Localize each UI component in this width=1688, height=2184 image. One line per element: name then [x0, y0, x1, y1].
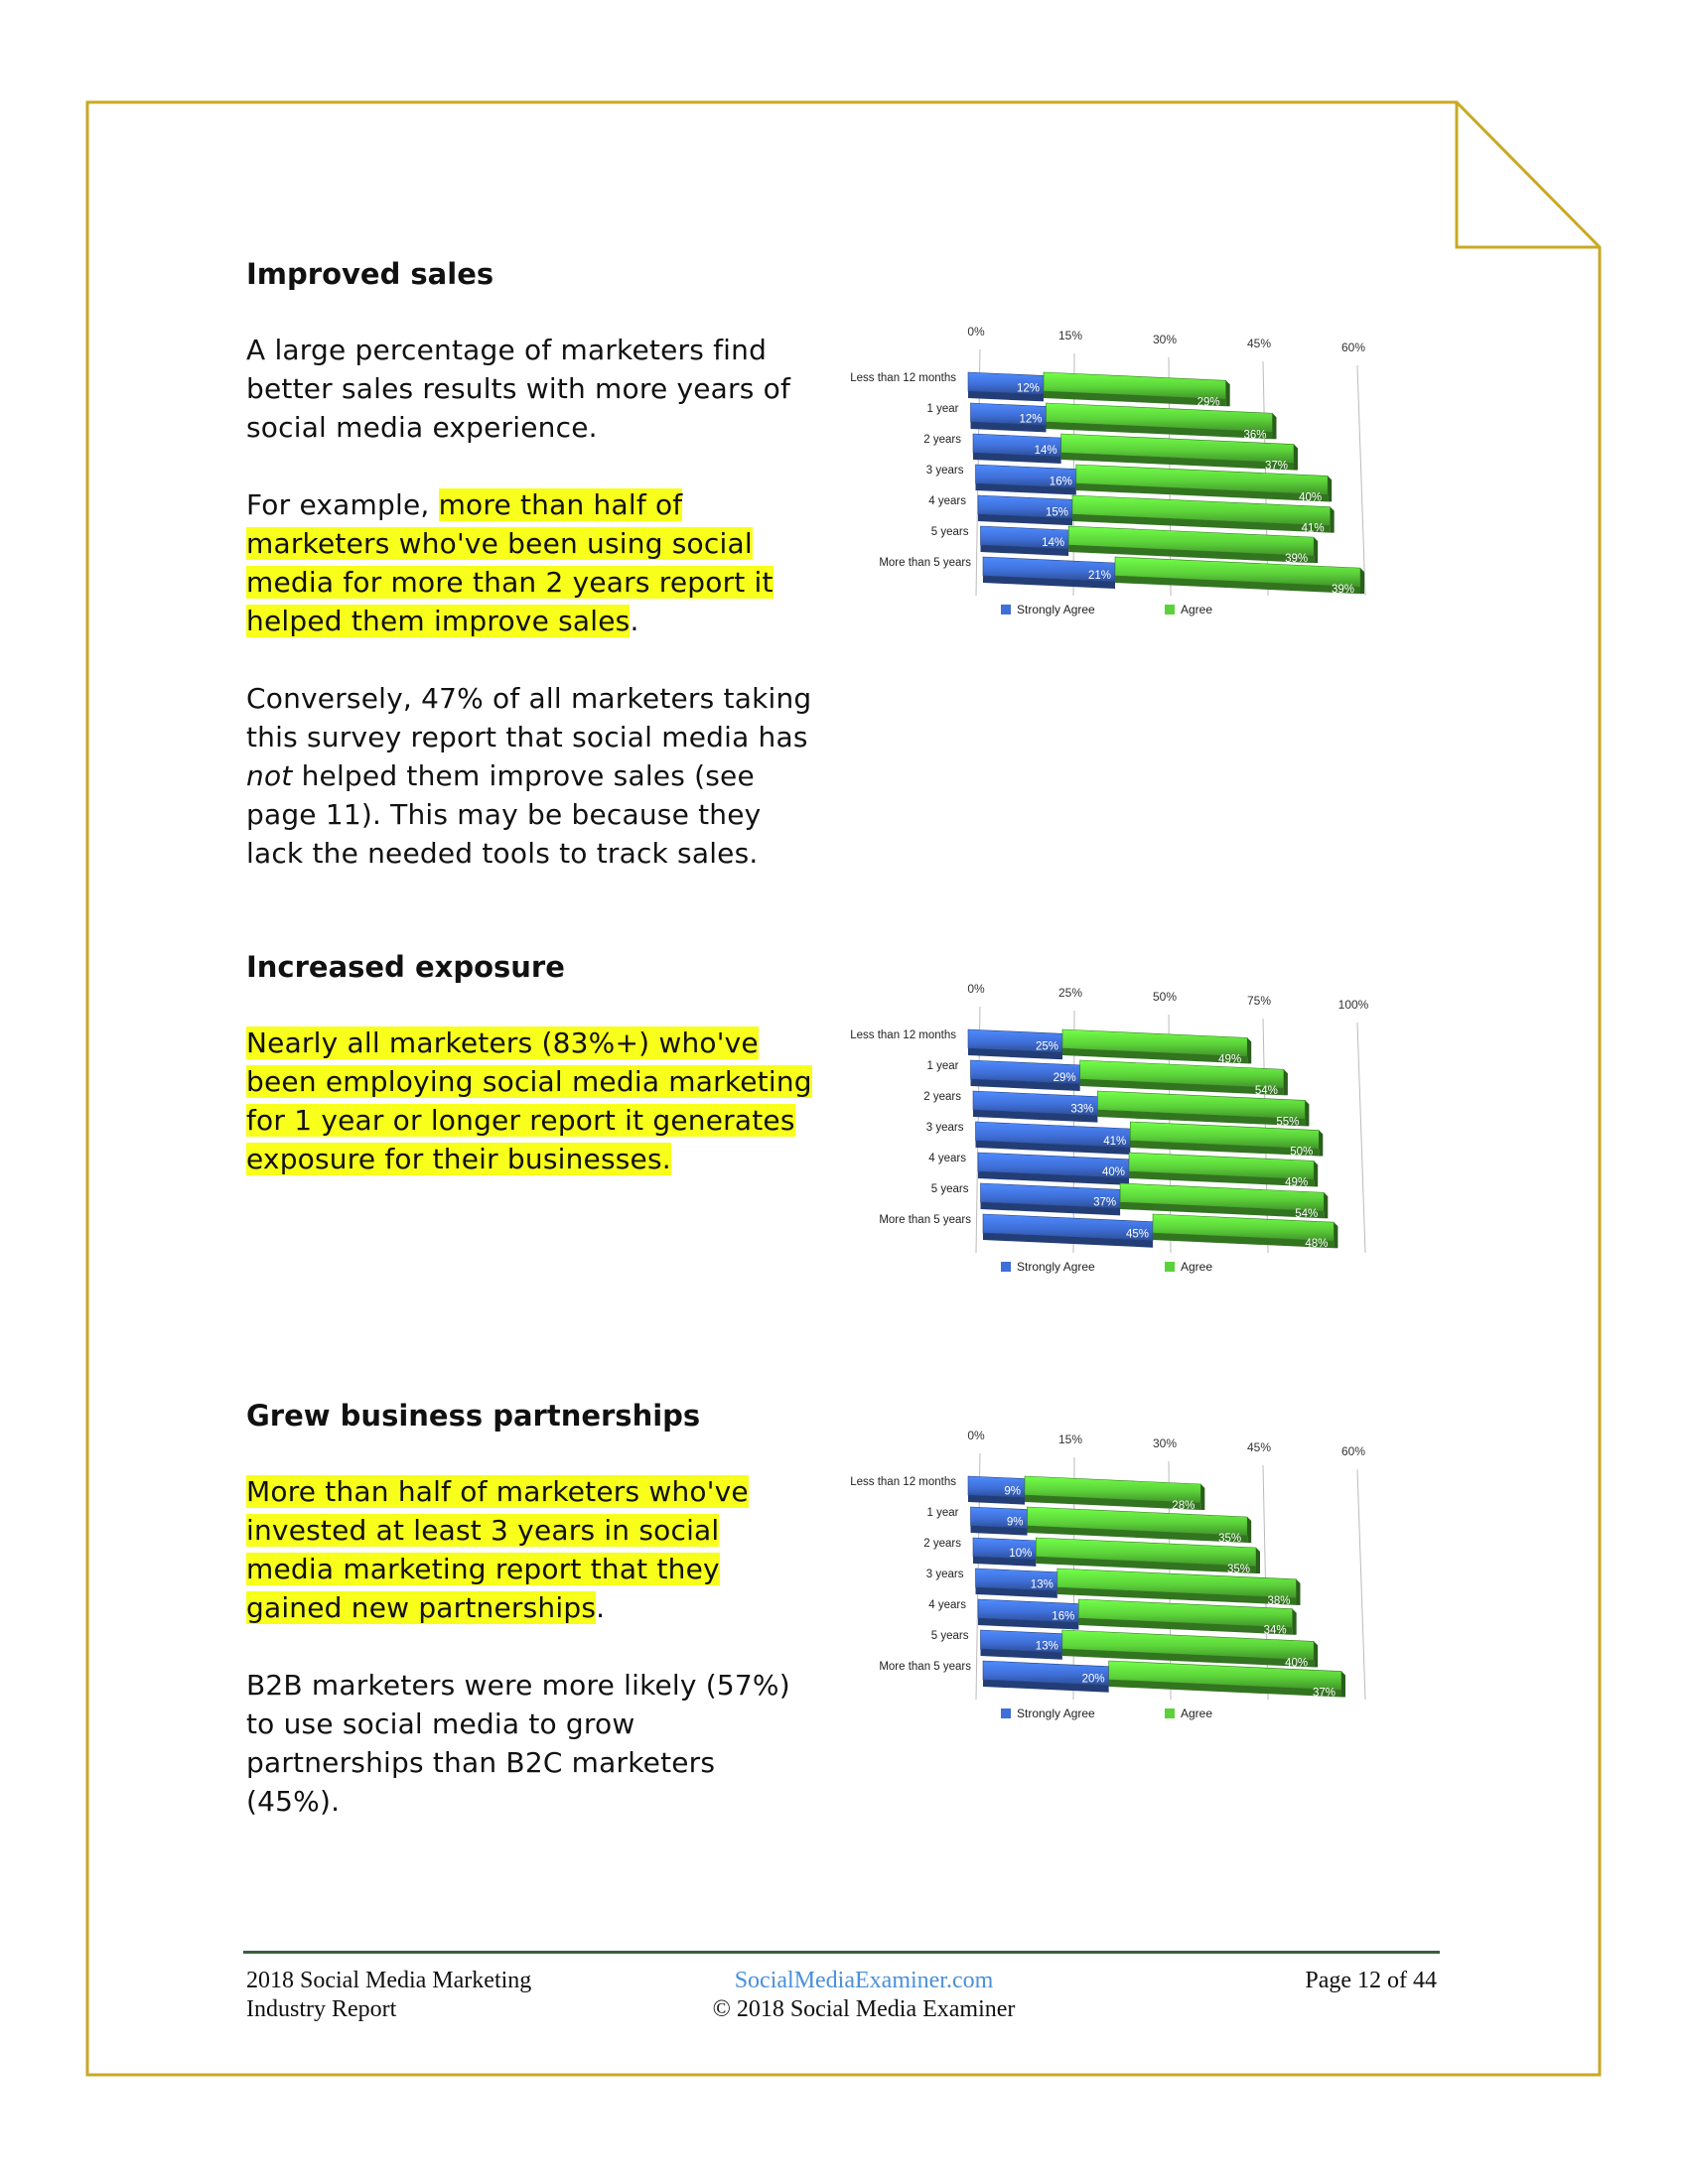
bar-end-cap	[1324, 1192, 1328, 1218]
category-label: 3 years	[925, 1122, 964, 1134]
category-label: 2 years	[923, 1538, 961, 1550]
chart-svg	[834, 975, 1430, 1412]
data-label: 15%	[1045, 506, 1068, 519]
section-heading: Grew business partnerships	[246, 1399, 701, 1433]
bar-end-cap	[1247, 1517, 1251, 1543]
footer-site-link[interactable]: SocialMediaExaminer.com	[734, 1968, 994, 1993]
data-label: 29%	[1053, 1071, 1076, 1084]
tick-label: 15%	[1057, 329, 1083, 342]
data-label: 49%	[1285, 1176, 1309, 1189]
data-label: 39%	[1285, 553, 1309, 566]
data-label: 28%	[1172, 1499, 1196, 1512]
highlighted-text: more than half of marketers who've been using social media for more than 2 years report it helped them improve sales	[246, 488, 774, 637]
category-label: Less than 12 months	[850, 1029, 956, 1041]
category-label: More than 5 years	[879, 1661, 971, 1673]
footer-rule	[243, 1951, 1440, 1954]
data-label: 16%	[1049, 476, 1072, 488]
grid-line	[1357, 1023, 1365, 1253]
data-label: 33%	[1070, 1103, 1094, 1116]
chart-improved-sales	[834, 318, 1430, 754]
footer-center	[640, 1967, 1087, 2024]
highlighted-text: More than half of marketers who've invested at least 3 years in social media marketing report that they gained new partnerships	[246, 1475, 749, 1624]
section-heading: Improved sales	[246, 257, 494, 291]
tick-label: 30%	[1152, 1436, 1178, 1450]
chart-svg	[834, 1422, 1430, 1858]
legend-swatch	[1165, 1262, 1175, 1272]
data-label: 12%	[1016, 382, 1040, 395]
category-label: 1 year	[926, 403, 959, 415]
tick-label: 30%	[1152, 333, 1178, 346]
paragraph: A large percentage of marketers find better sales results with more years of social media experience.	[246, 334, 791, 444]
chart-increased-exposure	[834, 975, 1430, 1412]
tick-label: 0%	[967, 325, 985, 339]
bar-end-cap	[1314, 1160, 1318, 1186]
bar-end-cap	[1334, 1222, 1337, 1248]
data-label: 48%	[1305, 1238, 1329, 1251]
data-label: 37%	[1093, 1196, 1117, 1209]
text: .	[630, 605, 639, 637]
footer-copyright: © 2018 Social Media Examiner	[712, 1996, 1016, 2022]
data-label: 14%	[1042, 536, 1065, 549]
category-label: Less than 12 months	[850, 1476, 956, 1488]
category-label: 5 years	[930, 526, 969, 538]
tick-label: 45%	[1246, 1440, 1272, 1454]
category-label: 3 years	[925, 465, 964, 477]
bar-end-cap	[1284, 1069, 1288, 1095]
data-label: 35%	[1218, 1532, 1242, 1545]
category-label: 2 years	[923, 1091, 961, 1103]
paragraph	[246, 1024, 812, 1178]
data-label: 29%	[1196, 396, 1220, 409]
data-label: 9%	[1004, 1485, 1021, 1498]
data-label: 55%	[1276, 1116, 1300, 1129]
data-label: 13%	[1030, 1578, 1054, 1591]
tick-label: 60%	[1340, 1444, 1366, 1458]
page-footer	[243, 1951, 1440, 2030]
category-label: 4 years	[928, 1599, 966, 1611]
data-label: 37%	[1312, 1687, 1336, 1700]
section-business-partnerships	[246, 1396, 812, 1821]
paragraph	[246, 679, 812, 873]
bar-end-cap	[1360, 568, 1364, 594]
section-heading: Increased exposure	[246, 950, 565, 984]
data-label: 14%	[1034, 444, 1057, 457]
footer-left-line1: 2018 Social Media Marketing	[246, 1968, 532, 1993]
bar-end-cap	[1314, 537, 1318, 563]
data-label: 40%	[1285, 1657, 1309, 1670]
legend-swatch	[1001, 1262, 1011, 1272]
legend-label: Agree	[1181, 603, 1213, 616]
data-label: 40%	[1101, 1165, 1125, 1178]
bar-end-cap	[1328, 476, 1332, 501]
text: Conversely, 47% of all marketers taking this survey report that social media has	[246, 682, 812, 753]
data-label: 34%	[1263, 1624, 1287, 1637]
category-label: Less than 12 months	[850, 372, 956, 384]
category-label: 4 years	[928, 1153, 966, 1164]
chart-business-partnerships	[834, 1422, 1430, 1858]
data-label: 54%	[1254, 1085, 1278, 1098]
category-label: 5 years	[930, 1183, 969, 1195]
tick-label: 75%	[1246, 994, 1272, 1008]
chart-svg	[834, 318, 1430, 754]
legend-swatch	[1165, 605, 1175, 614]
bar-end-cap	[1314, 1641, 1318, 1667]
grid-line	[1357, 1469, 1365, 1700]
bar-end-cap	[1331, 507, 1335, 533]
legend-label: Strongly Agree	[1017, 1260, 1095, 1274]
bar-end-cap	[1293, 1609, 1297, 1635]
data-label: 38%	[1267, 1594, 1291, 1607]
legend-label: Agree	[1181, 1260, 1213, 1274]
bar-end-cap	[1226, 380, 1230, 406]
footer-page-number: Page 12 of 44	[1305, 1968, 1437, 1993]
category-label: 4 years	[928, 495, 966, 507]
highlighted-text: Nearly all marketers (83%+) who've been employing social media marketing for 1 year or longer report it generates exposure for their businesses.	[246, 1026, 812, 1175]
data-label: 21%	[1087, 569, 1111, 582]
bar-end-cap	[1341, 1672, 1345, 1698]
bar-end-cap	[1297, 1579, 1301, 1605]
paragraph	[246, 1472, 812, 1627]
tick-label: 0%	[967, 1429, 985, 1442]
data-label: 41%	[1103, 1136, 1127, 1149]
category-label: 2 years	[923, 434, 961, 446]
paragraph: B2B marketers were more likely (57%) to use social media to grow partnerships than B2C marketers (45%).	[246, 1669, 790, 1818]
bar-end-cap	[1305, 1100, 1309, 1126]
data-label: 36%	[1243, 429, 1267, 442]
section-improved-sales	[246, 254, 812, 873]
footer-left-line2: Industry Report	[246, 1996, 397, 2022]
data-label: 16%	[1052, 1610, 1075, 1623]
data-label: 40%	[1299, 491, 1323, 504]
bar-end-cap	[1256, 1548, 1260, 1573]
tick-label: 25%	[1057, 986, 1083, 1000]
data-label: 20%	[1081, 1673, 1105, 1686]
data-label: 41%	[1301, 522, 1325, 535]
legend-swatch	[1001, 605, 1011, 614]
tick-label: 0%	[967, 982, 985, 996]
category-label: 5 years	[930, 1630, 969, 1642]
bar-end-cap	[1273, 413, 1277, 439]
data-label: 35%	[1226, 1563, 1250, 1575]
data-label: 39%	[1331, 584, 1354, 597]
bar-end-cap	[1319, 1131, 1323, 1157]
data-label: 45%	[1125, 1228, 1149, 1241]
data-label: 54%	[1295, 1208, 1319, 1221]
legend-label: Strongly Agree	[1017, 1706, 1095, 1720]
legend-label: Strongly Agree	[1017, 603, 1095, 616]
tick-label: 15%	[1057, 1433, 1083, 1446]
data-label: 12%	[1019, 413, 1043, 426]
legend-swatch	[1165, 1708, 1175, 1718]
category-label: 1 year	[926, 1060, 959, 1072]
bar-end-cap	[1247, 1037, 1251, 1063]
text: For example,	[246, 488, 439, 521]
section-increased-exposure	[246, 947, 812, 1178]
tick-label: 50%	[1152, 990, 1178, 1004]
category-label: More than 5 years	[879, 557, 971, 569]
footer-report-title	[246, 1967, 643, 2024]
category-label: More than 5 years	[879, 1214, 971, 1226]
data-label: 49%	[1218, 1053, 1242, 1066]
data-label: 9%	[1006, 1516, 1024, 1529]
text: .	[596, 1591, 606, 1624]
category-label: 3 years	[925, 1569, 964, 1580]
tick-label: 45%	[1246, 337, 1272, 350]
legend-swatch	[1001, 1708, 1011, 1718]
text: helped them improve sales (see page 11). This may be because they lack the needed tools to track sales.	[246, 759, 762, 870]
category-label: 1 year	[926, 1507, 959, 1519]
paragraph	[246, 485, 812, 640]
data-label: 13%	[1035, 1640, 1058, 1653]
emphasis: not	[246, 759, 293, 792]
bar-end-cap	[1294, 445, 1298, 471]
data-label: 25%	[1035, 1040, 1058, 1053]
tick-label: 60%	[1340, 341, 1366, 354]
data-label: 10%	[1009, 1547, 1033, 1560]
data-label: 37%	[1264, 460, 1288, 473]
grid-line	[1357, 365, 1365, 596]
bar-end-cap	[1200, 1484, 1204, 1510]
tick-label: 100%	[1337, 998, 1369, 1012]
data-label: 50%	[1290, 1146, 1314, 1159]
legend-label: Agree	[1181, 1706, 1213, 1720]
